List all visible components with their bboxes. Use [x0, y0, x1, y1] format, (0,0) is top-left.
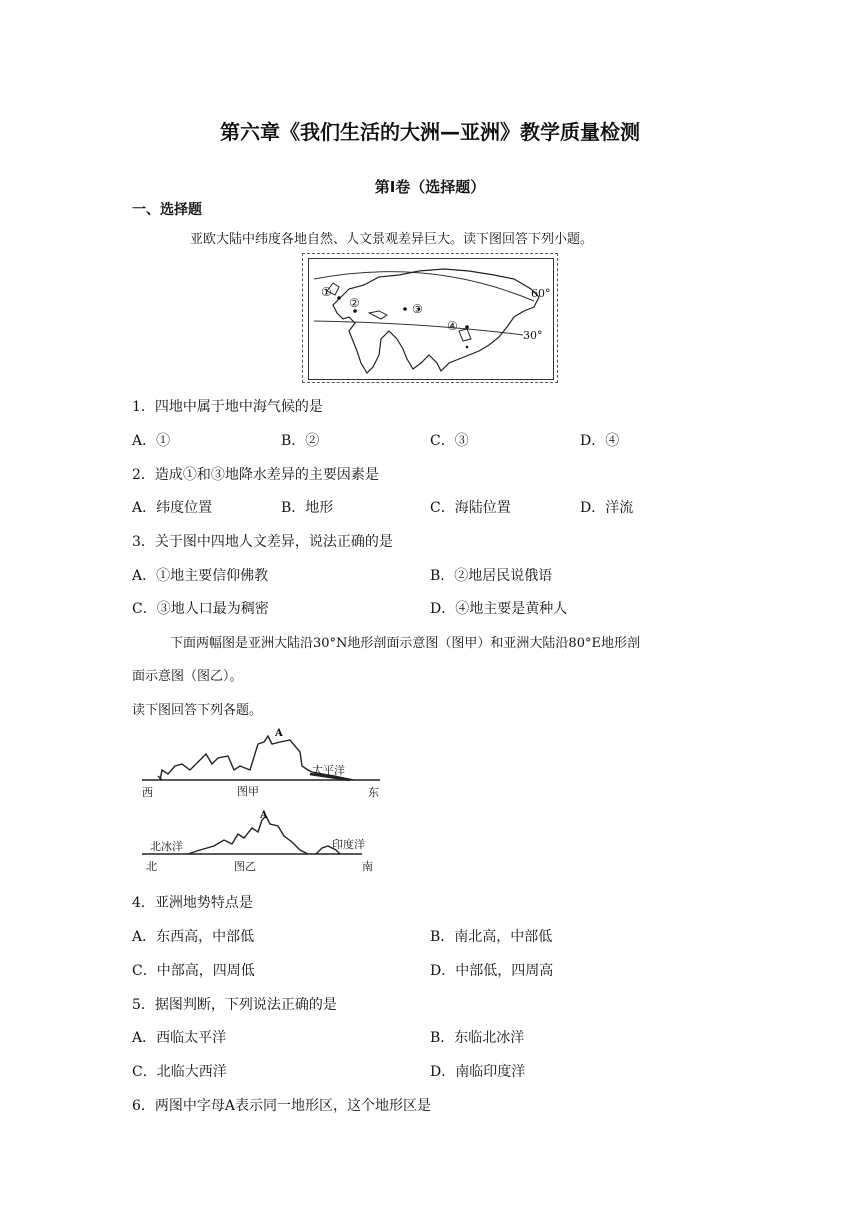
q3-option-d[interactable]: D．④地主要是黄种人	[430, 601, 568, 617]
q5-option-a[interactable]: A．西临太平洋	[132, 1030, 227, 1046]
marker-4: ④	[447, 319, 458, 333]
q2-option-b[interactable]: B．地形	[281, 500, 334, 516]
question-1: 1．四地中属于地中海气候的是	[132, 399, 323, 415]
q4-option-b[interactable]: B．南北高，中部低	[430, 929, 553, 945]
profile-a-ocean-label: 太平洋	[312, 764, 345, 777]
marker-3: ③	[412, 302, 423, 316]
q2-option-c[interactable]: C．海陆位置	[430, 500, 511, 516]
q1-option-a[interactable]: A．①	[132, 433, 171, 449]
question-5: 5．据图判断，下列说法正确的是	[132, 997, 337, 1013]
q1-option-c[interactable]: C．③	[430, 433, 469, 449]
eurasia-map	[308, 258, 554, 380]
intro-paragraph-2-line-2: 面示意图（图乙）。	[132, 669, 243, 684]
page-title: 第六章《我们生活的大洲—亚洲》教学质量检测	[220, 120, 640, 144]
profile-b-right-ocean-label: 印度洋	[332, 838, 365, 851]
q3-option-a[interactable]: A．①地主要信仰佛教	[132, 568, 269, 584]
profile-a-peak-label: A	[275, 728, 283, 739]
question-6: 6．两图中字母A表示同一地形区，这个地形区是	[132, 1098, 432, 1114]
question-4: 4．亚洲地势特点是	[132, 895, 253, 911]
profile-b-north-label: 北	[146, 860, 157, 873]
question-2: 2．造成①和③地降水差异的主要因素是	[132, 467, 379, 483]
q4-option-c[interactable]: C．中部高，四周低	[132, 963, 255, 979]
profile-a-west-label: 西	[142, 786, 153, 799]
section-subtitle: 第Ⅰ卷（选择题）	[374, 178, 486, 196]
profile-figure-b	[140, 810, 385, 875]
eurasia-map-figure	[302, 253, 558, 383]
q2-option-d[interactable]: D．洋流	[580, 500, 634, 516]
q1-option-d[interactable]: D．④	[580, 433, 620, 449]
profile-b-left-ocean-label: 北冰洋	[150, 840, 183, 853]
q5-option-b[interactable]: B．东临北冰洋	[430, 1030, 525, 1046]
q5-option-c[interactable]: C．北临大西洋	[132, 1064, 227, 1080]
lat-30-label: 30°	[523, 329, 543, 342]
profile-b-peak-label: A	[260, 810, 268, 821]
q4-option-d[interactable]: D．中部低，四周高	[430, 963, 554, 979]
q3-option-c[interactable]: C．③地人口最为稠密	[132, 601, 269, 617]
intro-paragraph-3: 读下图回答下列各题。	[132, 703, 263, 718]
continent-outline	[333, 269, 539, 373]
q1-option-b[interactable]: B．②	[281, 433, 320, 449]
marker-1: ①	[321, 285, 332, 299]
question-3: 3．关于图中四地人文差异，说法正确的是	[132, 534, 393, 550]
profile-b-south-label: 南	[362, 860, 373, 873]
profile-a-east-label: 东	[368, 786, 379, 799]
q3-option-b[interactable]: B．②地居民说俄语	[430, 568, 553, 584]
intro-paragraph-1: 亚欧大陆中纬度各地自然、人文景观差异巨大。读下图回答下列小题。	[190, 232, 594, 247]
marker-2: ②	[349, 296, 360, 310]
intro-paragraph-2-line-1: 下面两幅图是亚洲大陆沿30°N地形剖面示意图（图甲）和亚洲大陆沿80°E地形剖	[170, 636, 640, 651]
lat-30-line	[314, 321, 523, 335]
q4-option-a[interactable]: A．东西高，中部低	[132, 929, 255, 945]
q5-option-d[interactable]: D．南临印度洋	[430, 1064, 526, 1080]
profile-figure-a	[140, 730, 385, 800]
q2-option-a[interactable]: A．纬度位置	[132, 500, 213, 516]
lat-60-label: 60°	[531, 287, 551, 300]
profile-a-caption: 图甲	[237, 785, 259, 798]
section-heading: 一、选择题	[132, 202, 202, 218]
profile-b-caption: 图乙	[234, 860, 256, 873]
